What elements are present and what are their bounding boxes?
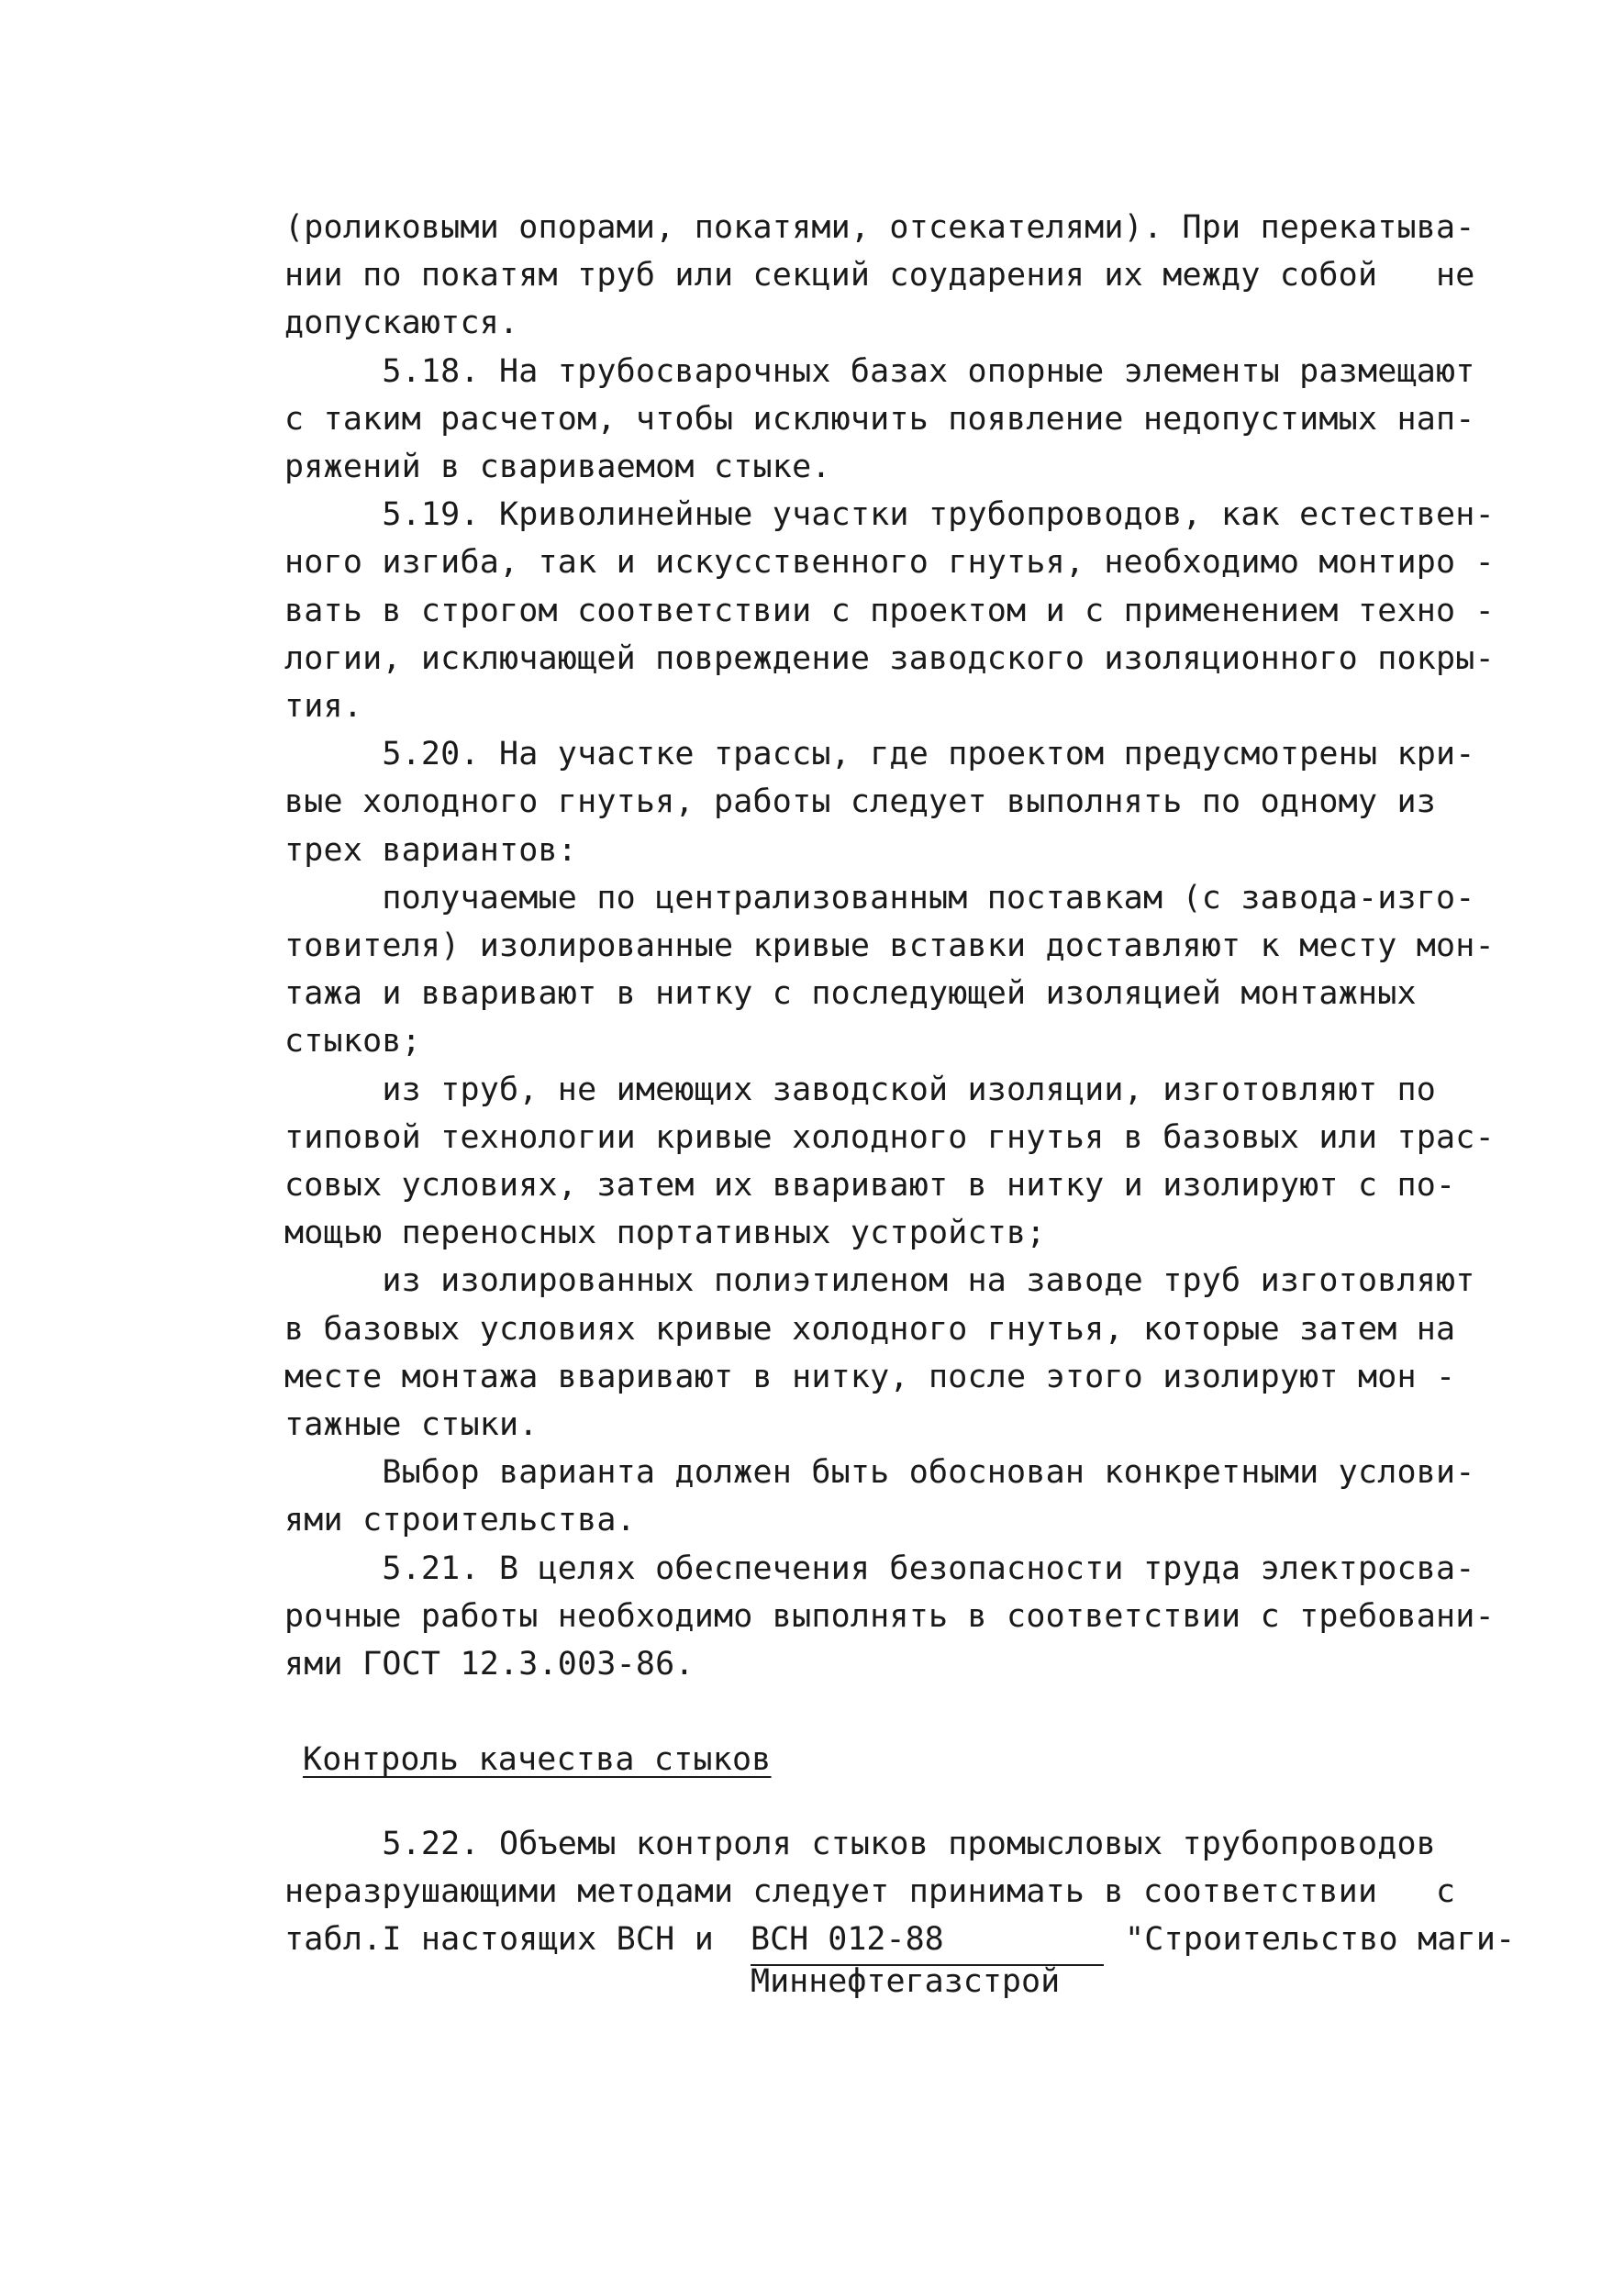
last-line-prefix: табл.I настоящих ВСН и xyxy=(284,1921,734,1958)
text-line: из изолированных полиэтиленом на заводе труб изготовляют xyxy=(284,1262,1475,1300)
last-line-suffix: "Строительство маги- xyxy=(1125,1921,1516,1958)
text-line: мощью переносных портативных устройств; xyxy=(284,1215,1046,1252)
text-line: 5.20. На участке трассы, где проектом предусмотрены кри- xyxy=(284,736,1475,773)
reference-denominator: Миннефтегазстрой xyxy=(751,1963,1061,2000)
text-line: трех вариантов: xyxy=(284,831,578,869)
text-line: в базовых условиях кривые холодного гнутья, которые затем на xyxy=(284,1310,1456,1348)
text-line: 5.19. Криволинейные участки трубопроводов, как естествен- xyxy=(284,496,1495,534)
text-line: типовой технологии кривые холодного гнутья в базовых или трас- xyxy=(284,1118,1495,1156)
text-line: ями строительства. xyxy=(284,1502,636,1539)
section-heading: Контроль качества стыков xyxy=(303,1741,772,1778)
text-line: 5.22. Объемы контроля стыков промысловых трубопроводов xyxy=(284,1826,1437,1862)
text-line: тажные стыки. xyxy=(284,1406,539,1443)
text-line: тия. xyxy=(284,688,363,725)
text-line: ями ГОСТ 12.3.003-86. xyxy=(284,1646,695,1683)
text-line: тажа и вваривают в нитку с последующей изоляцией монтажных xyxy=(284,975,1417,1013)
text-line: стыков; xyxy=(284,1023,421,1061)
text-line: ряжений в свариваемом стыке. xyxy=(284,449,831,485)
text-line: получаемые по централизованным поставкам (с завода-изго- xyxy=(284,879,1475,916)
text-line: вые холодного гнутья, работы следует выполнять по одному из xyxy=(284,783,1437,821)
text-line: товителя) изолированные кривые вставки доставляют к месту мон- xyxy=(284,927,1495,964)
text-line: (роликовыми опорами, покатями, отсекателями). При перекатыва- xyxy=(284,209,1475,246)
text-line: рочные работы необходимо выполнять в соответствии с требовани- xyxy=(284,1597,1495,1635)
text-line: нии по покатям труб или секций соударения их между собой не xyxy=(284,257,1475,294)
text-line: Выбор варианта должен быть обоснован конкретными услови- xyxy=(284,1454,1475,1492)
text-line: 5.21. В целях обеспечения безопасности труда электросва- xyxy=(284,1549,1475,1587)
text-line: допускаются. xyxy=(284,305,519,342)
text-line: с таким расчетом, чтобы исключить появление недопустимых нап- xyxy=(284,400,1475,438)
text-line: ного изгиба, так и искусственного гнутья, необходимо монтиро - xyxy=(284,544,1495,582)
text-line: неразрушающими методами следует принимать в соответствии с xyxy=(284,1873,1456,1910)
text-line: совых условиях, затем их вваривают в нитку и изолируют с по- xyxy=(284,1167,1456,1204)
text-line: 5.18. На трубосварочных базах опорные элементы размещают xyxy=(284,352,1475,390)
text-line: месте монтажа вваривают в нитку, после этого изолируют мон - xyxy=(284,1358,1456,1395)
text-line: вать в строгом соответствии с проектом и с применением техно - xyxy=(284,592,1495,629)
text-line: логии, исключающей повреждение заводского изоляционного покры- xyxy=(284,639,1495,677)
reference-numerator: ВСН 012-88 xyxy=(751,1921,944,1958)
text-line: из труб, не имеющих заводской изоляции, изготовляют по xyxy=(284,1071,1437,1108)
reference-fraction xyxy=(751,1916,1136,2007)
